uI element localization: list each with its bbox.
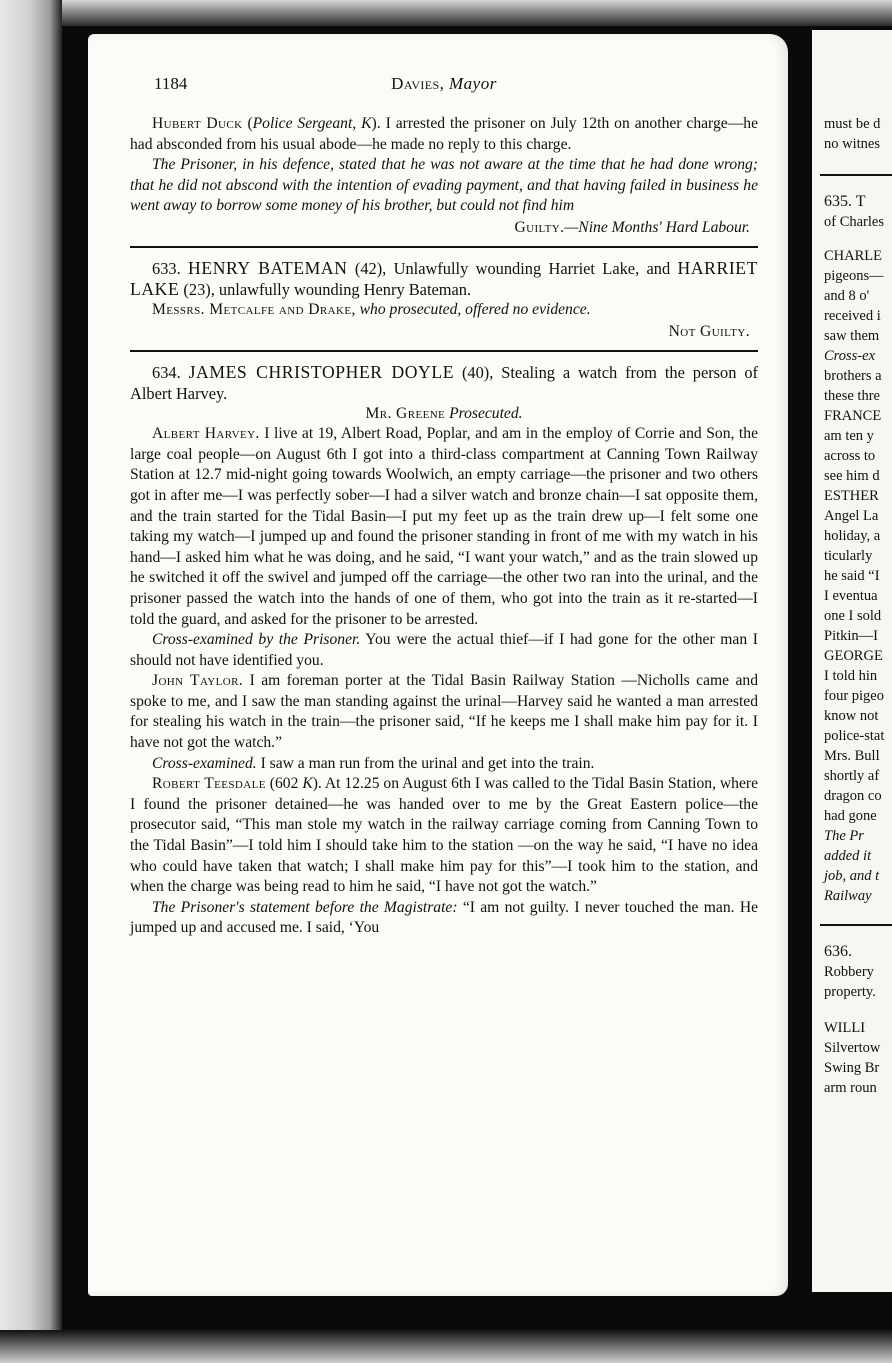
running-head [130,74,758,94]
section-rule [130,246,758,248]
facing-line: know not [824,708,879,724]
facing-line: saw them [824,328,880,344]
scan-left-margin [0,0,62,1363]
witness-role: (602 K). [265,775,322,793]
case-633-counsel: Messrs. Metcalfe and Drake, who prosecuted, offered no evidence. [152,300,591,318]
cross-examination-taylor: Cross-examined. I saw a man run from the urinal and get into the train. [152,754,595,772]
facing-line: WILLI [824,1020,866,1036]
facing-section-rule [820,174,892,176]
facing-page-text [812,30,892,1292]
facing-line: The Pr [824,828,864,844]
facing-line: holiday, a [824,528,881,544]
facing-line: ESTHER [824,488,879,504]
facing-line: shortly af [824,768,880,784]
section-rule [130,350,758,352]
facing-line: of Charles [824,214,884,230]
facing-line: added it [824,848,872,864]
facing-line: he said “I [824,568,880,584]
facing-line: ticularly [824,548,873,564]
verdict-632: Guilty.—Nine Months' Hard Labour. [514,218,750,236]
prosecutor-line: Mr. Greene Prosecuted. [365,404,523,422]
facing-line: job, and t [824,868,880,884]
running-head-name: Davies, [391,74,445,93]
facing-line: dragon co [824,788,882,804]
page-header [130,74,758,100]
facing-line: Robbery [824,964,874,980]
facing-line: Swing Br [824,1060,880,1076]
facing-line: police-stat [824,728,885,744]
prisoner-statement: The Prisoner's statement before the Magistrate: “I am not guilty. I never touched the man. He jumped up and accused me. I said, ‘You [130,898,758,937]
facing-line: arm roun [824,1080,877,1096]
scan-top-edge [62,0,892,26]
case-634-heading: 634. JAMES CHRISTOPHER DOYLE (40), Stealing a watch from the person of Albert Harvey. [130,361,758,403]
facing-line: received i [824,308,881,324]
facing-line: Silvertow [824,1040,881,1056]
facing-section-rule [820,924,892,926]
case-633-heading: 633. HENRY BATEMAN (42), Unlawfully wounding Harriet Lake, and HARRIET LAKE (23), unlawfully wounding Henry Bateman. [130,257,758,299]
testimony-teesdale: Robert Teesdale (602 K). At 12.25 on August 6th I was called to the Tidal Basin Station, where I found the prisoner detained—he was handed over to me by the Great Eastern police—the prosecutor said, “This man stole my watch in the railway carriage coming from Canning Town to the Tidal Basin”—I told him I should take him to the station —on the way he said, “I have no idea who could have taken that watch; I shall make him pay for this”—I took him to the station, and when the charge was being read to him he said, “I have not got the watch.” [130,775,758,896]
facing-line: brothers a [824,368,882,384]
page-number: 1184 [154,74,188,93]
cross-examination-prisoner: Cross-examined by the Prisoner. You were the actual thief—if I had gone for the other man I should not have identified you. [130,631,758,669]
testimony-harvey: Albert Harvey. I live at 19, Albert Road, Poplar, and am in the employ of Corrie and Son, the large coal people—on August 6th I got into a third-class compartment at Canning Town Railway Station at 12.7 mid-night going towards Woolwich, an empty carriage—the prisoner and two others got in after me—I was perfectly sober—I had a silver watch and bronze chain—I sat opposite them, and the train started for the Tidal Basin—I put my feet up as the train drew up—I felt some one taking my watch—I jumped up and found the prisoner standing in front of me with my watch in his hand—I asked him what he was doing, and he said, “I want your watch,” and as the train slowed up he switched it off the swivel and jumped off the carriage—the other two ran into the urinal, and the prisoner passed the watch into the hands of one of them, who got into the train as it re-started—I told the guard, and asked for the prisoner to be arrested. [130,425,758,628]
facing-line: across to [824,448,876,464]
facing-line: CHARLE [824,248,882,264]
facing-line: one I sold [824,608,882,624]
facing-line: FRANCE [824,408,882,424]
running-head-title: Mayor [449,74,497,93]
verdict-633: Not Guilty. [668,322,750,340]
facing-line: property. [824,984,876,1000]
facing-line: I told hin [824,668,878,684]
facing-case-635: 635. T [824,193,866,210]
facing-line: Cross-ex [824,348,876,364]
prisoner-defence: The Prisoner, in his defence, stated that he was not aware at the time that he had done wrong; that he did not abscond with the intention of evading payment, and that having failed in business he went away to borrow some money of his brother, but could not find him [130,156,758,215]
facing-line: had gone [824,808,877,824]
scan-bottom-edge [0,1330,892,1363]
facing-line: am ten y [824,428,874,444]
facing-line: Angel La [824,508,879,524]
facing-line: pigeons— [824,268,884,284]
testimony-taylor: John Taylor. I am foreman porter at the Tidal Basin Railway Station —Nicholls came and spoke to me, and I saw the man standing against the urinal—Harvey said he wanted a man arrested for stealing his watch in the train—the prisoner said, “If he keeps me I shall make him pay for it. I have not got the watch.” [130,672,758,752]
facing-line: four pigeo [824,688,884,704]
facing-line: see him d [824,468,880,484]
facing-line: I eventua [824,588,878,604]
facing-line: GEORGE [824,648,883,664]
page-content [130,74,758,939]
facing-line: no witnes [824,136,880,152]
facing-line: Mrs. Bull [824,748,880,764]
facing-line: must be d [824,116,881,132]
facing-line: and 8 o' [824,288,870,304]
facing-case-636: 636. [824,943,852,960]
testimony-duck: Hubert Duck (Police Sergeant, K). I arrested the prisoner on July 12th on another charge—he had absconded from his usual abode—he made no reply to this charge. [130,115,759,153]
witness-role: (Police Sergeant, K). [247,115,381,132]
facing-line: Pitkin—I [824,628,878,644]
facing-line: these thre [824,388,880,404]
facing-line: Railway [824,888,872,904]
